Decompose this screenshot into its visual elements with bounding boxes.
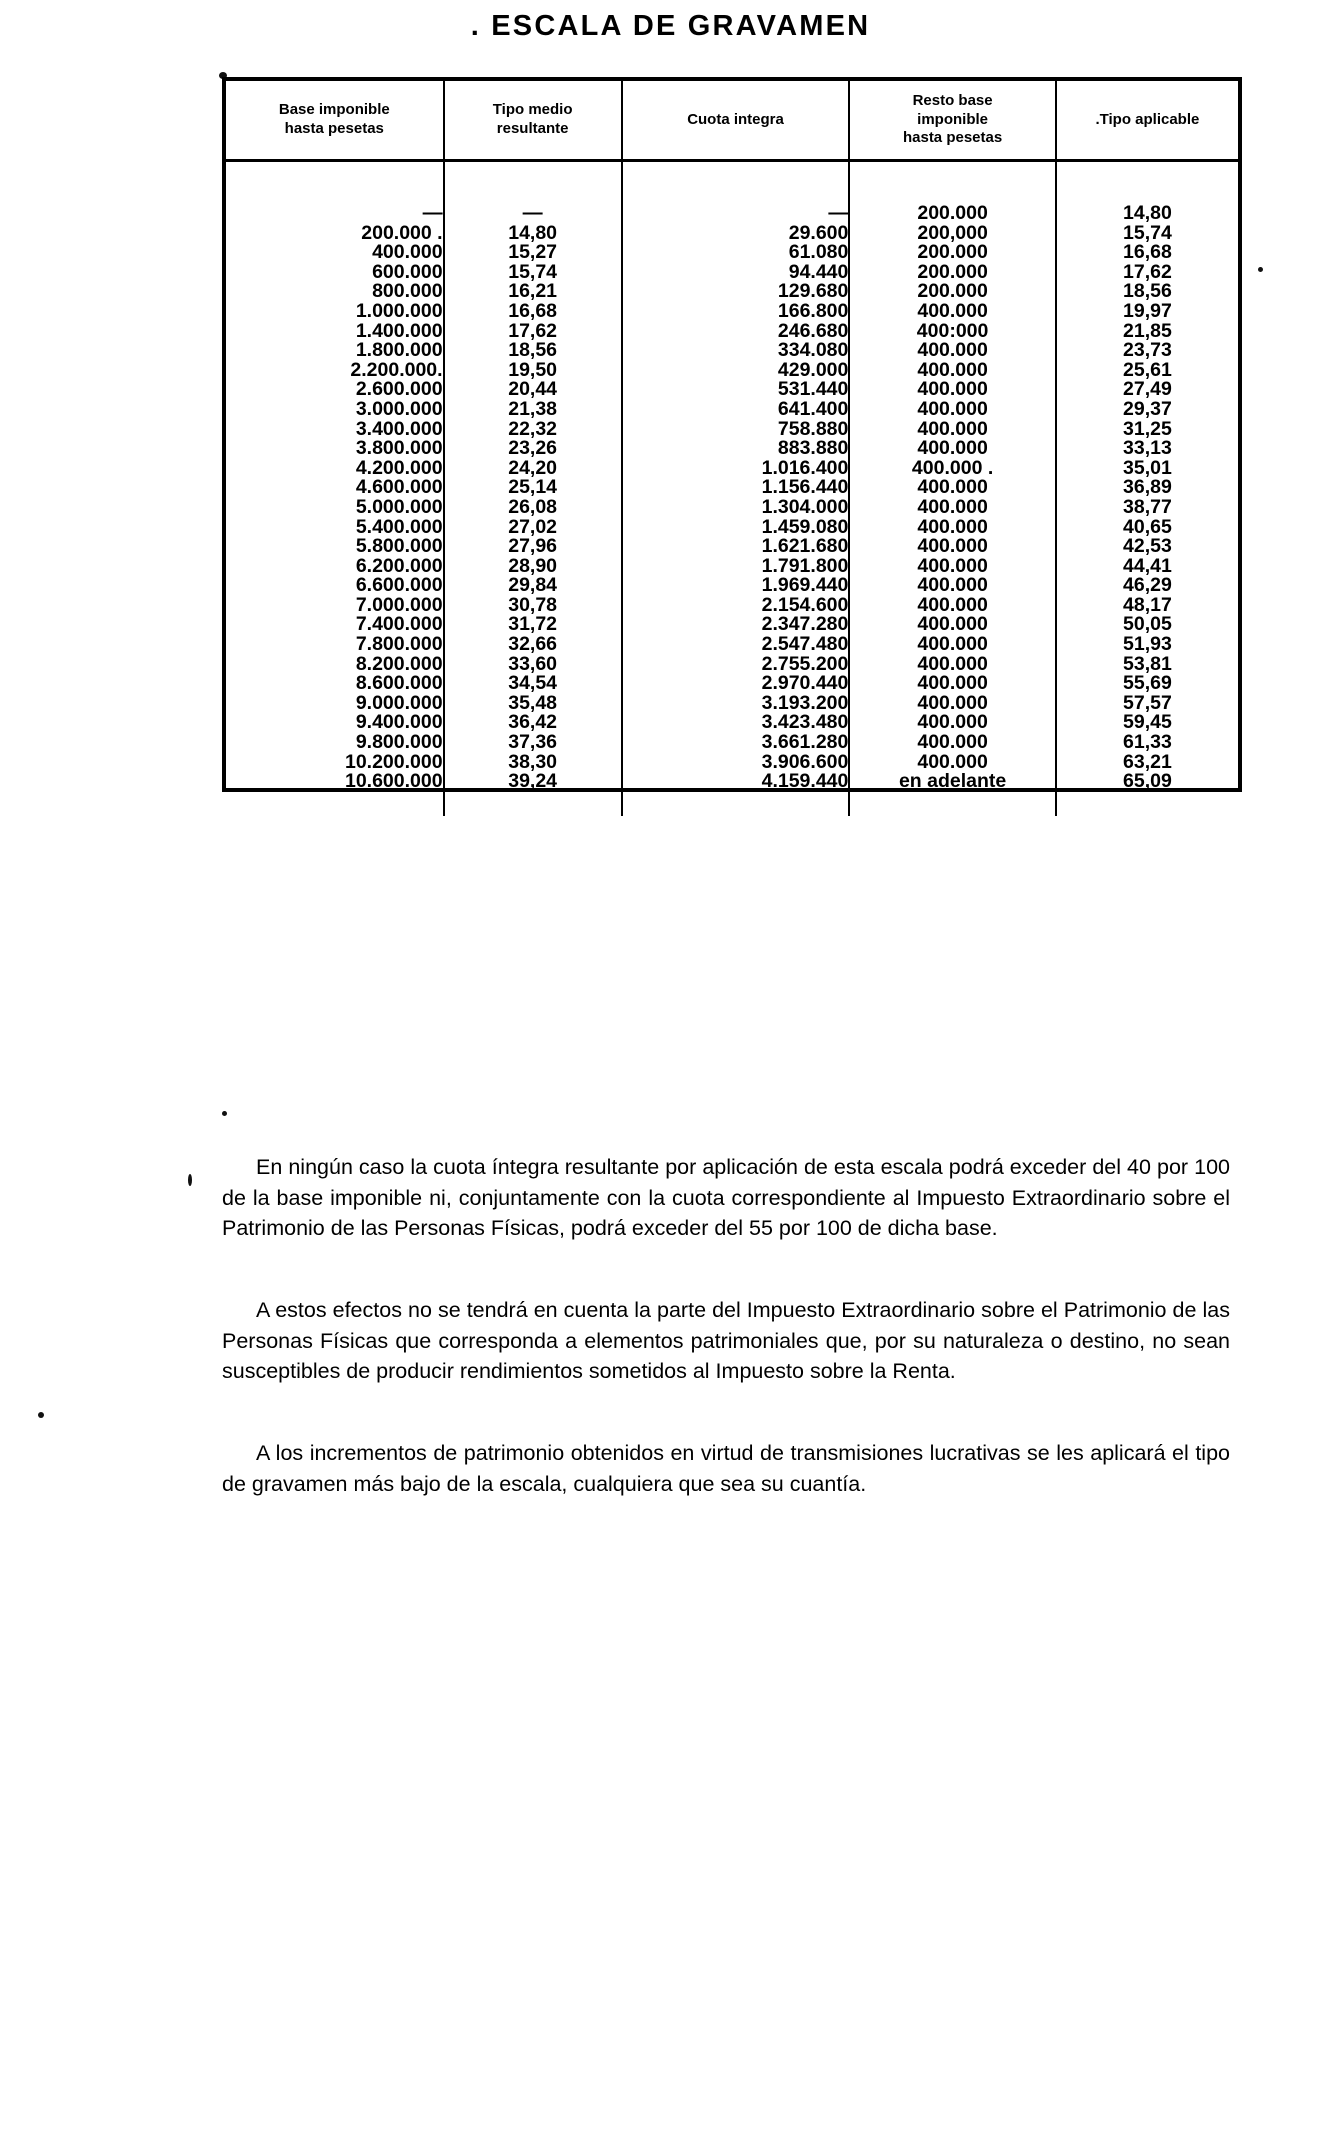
cell-tipo_medio: 25,14 <box>444 478 622 498</box>
cell-cuota: 1.791.800 <box>622 557 850 577</box>
cell-resto: 400:000 <box>849 322 1055 342</box>
cell-tipo_aplicable: 15,74 <box>1056 224 1238 244</box>
cell-base: 1.800.000 <box>226 341 444 361</box>
cell-tipo_aplicable: 61,33 <box>1056 733 1238 753</box>
cell-cuota: 1.969.440 <box>622 576 850 596</box>
table-row <box>226 243 1238 263</box>
column-header-tipo-aplicable: .Tipo aplicable <box>1056 81 1238 161</box>
cell-cuota: 4.159.440 <box>622 772 850 792</box>
cell-cuota: 429.000 <box>622 361 850 381</box>
cell-resto: 200.000 <box>849 243 1055 263</box>
cell-tipo_medio: 23,26 <box>444 439 622 459</box>
cell-resto: 400.000 <box>849 341 1055 361</box>
cell-tipo_aplicable: 27,49 <box>1056 380 1238 400</box>
cell-base: 10.200.000 <box>226 753 444 773</box>
page-title: . ESCALA DE GRAVAMEN <box>470 10 871 42</box>
cell-tipo_medio: 33,60 <box>444 655 622 675</box>
cell-cuota: 2.154.600 <box>622 596 850 616</box>
cell-cuota: 1.621.680 <box>622 537 850 557</box>
cell-resto: 200,000 <box>849 224 1055 244</box>
cell-resto: 400.000 <box>849 557 1055 577</box>
table-body <box>226 161 1238 816</box>
cell-tipo_medio: — <box>444 204 622 224</box>
scan-speck <box>222 1111 227 1116</box>
cell-tipo_aplicable: 18,56 <box>1056 282 1238 302</box>
cell-tipo_aplicable: 35,01 <box>1056 459 1238 479</box>
cell-base: 5.400.000 <box>226 518 444 538</box>
cell-tipo_medio: 26,08 <box>444 498 622 518</box>
cell-base: 400.000 <box>226 243 444 263</box>
cell-resto: 200.000 <box>849 263 1055 283</box>
cell-resto: 400.000 <box>849 498 1055 518</box>
cell-base: 9.000.000 <box>226 694 444 714</box>
cell-tipo_medio: 27,96 <box>444 537 622 557</box>
cell-tipo_medio: 20,44 <box>444 380 622 400</box>
cell-resto: 200.000 <box>849 282 1055 302</box>
cell-cuota: 1.016.400 <box>622 459 850 479</box>
cell-tipo_aplicable: 46,29 <box>1056 576 1238 596</box>
cell-tipo_aplicable: 65,09 <box>1056 772 1238 792</box>
paragraph-2-text: A estos efectos no se tendrá en cuenta la parte del Impuesto Extraordinario sobre el Patrimonio de las Personas Físicas que corresponda a elementos patrimoniales que, por su naturaleza o destino, no sean susceptibles de producir rendimientos sometidos al Impuesto sobre la Renta. <box>222 1298 1230 1383</box>
cell-resto: 400.000 <box>849 439 1055 459</box>
cell-tipo_medio: 16,21 <box>444 282 622 302</box>
cell-tipo_medio: 39,24 <box>444 772 622 792</box>
table-row <box>226 733 1238 753</box>
cell-resto: 400.000 <box>849 420 1055 440</box>
cell-tipo_aplicable: 33,13 <box>1056 439 1238 459</box>
cell-base: 5.000.000 <box>226 498 444 518</box>
cell-tipo_medio: 15,74 <box>444 263 622 283</box>
cell-tipo_medio: 24,20 <box>444 459 622 479</box>
paragraph-patrimonio-rule <box>222 1295 1230 1387</box>
cell-resto: 400.000 <box>849 674 1055 694</box>
cell-tipo_aplicable: 16,68 <box>1056 243 1238 263</box>
cell-tipo_medio: 18,56 <box>444 341 622 361</box>
cell-tipo_aplicable: 14,80 <box>1056 204 1238 224</box>
cell-tipo_aplicable: 59,45 <box>1056 713 1238 733</box>
cell-tipo_aplicable: 17,62 <box>1056 263 1238 283</box>
cell-tipo_aplicable: 23,73 <box>1056 341 1238 361</box>
cell-cuota: 1.304.000 <box>622 498 850 518</box>
cell-cuota: 1.156.440 <box>622 478 850 498</box>
cell-resto: 400.000 <box>849 302 1055 322</box>
cell-base: 1.000.000 <box>226 302 444 322</box>
cell-cuota: 246.680 <box>622 322 850 342</box>
cell-tipo_medio: 16,68 <box>444 302 622 322</box>
scan-speck <box>188 1174 192 1186</box>
cell-tipo_aplicable: 38,77 <box>1056 498 1238 518</box>
cell-tipo_medio: 22,32 <box>444 420 622 440</box>
table-header-row <box>226 81 1238 161</box>
table-row <box>226 635 1238 655</box>
cell-base: 600.000 <box>226 263 444 283</box>
cell-tipo_medio: 32,66 <box>444 635 622 655</box>
cell-tipo_medio: 30,78 <box>444 596 622 616</box>
table-row <box>226 204 1238 224</box>
table-row <box>226 302 1238 322</box>
cell-tipo_medio: 36,42 <box>444 713 622 733</box>
cell-cuota: 2.970.440 <box>622 674 850 694</box>
cell-tipo_aplicable: 40,65 <box>1056 518 1238 538</box>
table-row <box>226 498 1238 518</box>
cell-base: 7.800.000 <box>226 635 444 655</box>
scale-table <box>226 81 1238 816</box>
cell-resto: 400.000 <box>849 380 1055 400</box>
cell-tipo_medio: 15,27 <box>444 243 622 263</box>
table-spacer-row <box>226 161 1238 205</box>
table-row <box>226 576 1238 596</box>
cell-base: 7.000.000 <box>226 596 444 616</box>
cell-tipo_aplicable: 63,21 <box>1056 753 1238 773</box>
cell-cuota: 29.600 <box>622 224 850 244</box>
cell-tipo_medio: 29,84 <box>444 576 622 596</box>
cell-resto: 400.000 <box>849 478 1055 498</box>
column-header-cuota-integra: Cuota integra <box>622 81 850 161</box>
cell-cuota: 2.547.480 <box>622 635 850 655</box>
paragraph-limit-rule <box>222 1152 1230 1244</box>
cell-tipo_medio: 38,30 <box>444 753 622 773</box>
cell-tipo_aplicable: 42,53 <box>1056 537 1238 557</box>
cell-tipo_aplicable: 31,25 <box>1056 420 1238 440</box>
cell-base: 4.600.000 <box>226 478 444 498</box>
cell-tipo_aplicable: 25,61 <box>1056 361 1238 381</box>
cell-resto: 400.000 <box>849 753 1055 773</box>
table-row <box>226 439 1238 459</box>
cell-tipo_aplicable: 21,85 <box>1056 322 1238 342</box>
cell-tipo_aplicable: 55,69 <box>1056 674 1238 694</box>
cell-tipo_medio: 34,54 <box>444 674 622 694</box>
cell-base: 9.800.000 <box>226 733 444 753</box>
cell-cuota: 2.755.200 <box>622 655 850 675</box>
cell-base: 1.400.000 <box>226 322 444 342</box>
scan-speck <box>1258 267 1263 272</box>
cell-cuota: 2.347.280 <box>622 615 850 635</box>
cell-base: 6.200.000 <box>226 557 444 577</box>
table-row <box>226 478 1238 498</box>
cell-resto: 400.000 <box>849 361 1055 381</box>
cell-tipo_aplicable: 29,37 <box>1056 400 1238 420</box>
cell-base: 8.200.000 <box>226 655 444 675</box>
table-row <box>226 537 1238 557</box>
cell-cuota: 3.423.480 <box>622 713 850 733</box>
cell-cuota: 1.459.080 <box>622 518 850 538</box>
cell-base: 5.800.000 <box>226 537 444 557</box>
cell-base: 6.600.000 <box>226 576 444 596</box>
cell-base: 2.200.000. <box>226 361 444 381</box>
cell-cuota: 883.880 <box>622 439 850 459</box>
cell-tipo_aplicable: 57,57 <box>1056 694 1238 714</box>
cell-resto: 400.000 <box>849 635 1055 655</box>
cell-cuota: 61.080 <box>622 243 850 263</box>
column-header-tipo-medio: Tipo medio resultante <box>444 81 622 161</box>
table-row <box>226 772 1238 792</box>
cell-tipo_medio: 37,36 <box>444 733 622 753</box>
cell-tipo_medio: 35,48 <box>444 694 622 714</box>
cell-cuota: 3.661.280 <box>622 733 850 753</box>
table-header <box>226 81 1238 161</box>
scale-table-frame <box>222 77 1242 792</box>
table-row <box>226 674 1238 694</box>
cell-tipo_aplicable: 53,81 <box>1056 655 1238 675</box>
cell-base: — <box>226 204 444 224</box>
table-tail-row <box>226 792 1238 816</box>
paragraph-3-text: A los incrementos de patrimonio obtenidos en virtud de transmisiones lucrativas se les aplicará el tipo de gravamen más bajo de la escala, cualquiera que sea su cuantía. <box>222 1441 1230 1496</box>
scan-speck <box>38 1412 44 1418</box>
cell-resto: 400.000 <box>849 615 1055 635</box>
cell-resto: en adelante <box>849 772 1055 792</box>
cell-resto: 400.000 <box>849 694 1055 714</box>
table-row <box>226 341 1238 361</box>
cell-cuota: 758.880 <box>622 420 850 440</box>
cell-tipo_medio: 27,02 <box>444 518 622 538</box>
cell-resto: 400.000 <box>849 537 1055 557</box>
cell-base: 3.800.000 <box>226 439 444 459</box>
cell-resto: 400.000 <box>849 733 1055 753</box>
cell-cuota: 3.906.600 <box>622 753 850 773</box>
cell-cuota: 641.400 <box>622 400 850 420</box>
cell-cuota: — <box>622 204 850 224</box>
table-row <box>226 400 1238 420</box>
cell-resto: 400.000 <box>849 576 1055 596</box>
cell-resto: 400.000 <box>849 518 1055 538</box>
cell-tipo_aplicable: 51,93 <box>1056 635 1238 655</box>
cell-resto: 200.000 <box>849 204 1055 224</box>
paragraph-lucrativas-rule <box>222 1438 1230 1499</box>
cell-base: 200.000 . <box>226 224 444 244</box>
cell-tipo_medio: 28,90 <box>444 557 622 577</box>
cell-tipo_medio: 21,38 <box>444 400 622 420</box>
cell-tipo_aplicable: 36,89 <box>1056 478 1238 498</box>
cell-base: 3.000.000 <box>226 400 444 420</box>
cell-base: 7.400.000 <box>226 615 444 635</box>
cell-tipo_medio: 14,80 <box>444 224 622 244</box>
cell-cuota: 531.440 <box>622 380 850 400</box>
cell-tipo_aplicable: 50,05 <box>1056 615 1238 635</box>
cell-resto: 400.000 <box>849 400 1055 420</box>
cell-resto: 400.000 <box>849 655 1055 675</box>
cell-tipo_medio: 19,50 <box>444 361 622 381</box>
cell-cuota: 94.440 <box>622 263 850 283</box>
cell-cuota: 129.680 <box>622 282 850 302</box>
table-row <box>226 380 1238 400</box>
cell-base: 10.600.000 <box>226 772 444 792</box>
cell-cuota: 3.193.200 <box>622 694 850 714</box>
cell-resto: 400.000 <box>849 713 1055 733</box>
cell-base: 8.600.000 <box>226 674 444 694</box>
cell-tipo_aplicable: 19,97 <box>1056 302 1238 322</box>
cell-resto: 400.000 <box>849 596 1055 616</box>
cell-tipo_aplicable: 44,41 <box>1056 557 1238 577</box>
column-header-base-imponible: Base imponible hasta pesetas <box>226 81 444 161</box>
cell-tipo_aplicable: 48,17 <box>1056 596 1238 616</box>
cell-base: 9.400.000 <box>226 713 444 733</box>
cell-cuota: 166.800 <box>622 302 850 322</box>
cell-base: 4.200.000 <box>226 459 444 479</box>
column-header-resto-base: Resto base imponible hasta pesetas <box>849 81 1055 161</box>
cell-resto: 400.000 . <box>849 459 1055 479</box>
cell-tipo_medio: 17,62 <box>444 322 622 342</box>
cell-base: 3.400.000 <box>226 420 444 440</box>
cell-tipo_medio: 31,72 <box>444 615 622 635</box>
cell-cuota: 334.080 <box>622 341 850 361</box>
cell-base: 2.600.000 <box>226 380 444 400</box>
cell-base: 800.000 <box>226 282 444 302</box>
paragraph-1-text: En ningún caso la cuota íntegra resultante por aplicación de esta escala podrá exceder del 40 por 100 de la base imponible ni, conjuntamente con la cuota correspondiente al Impuesto Extraordinario sobre el Patrimonio de las Personas Físicas, podrá exceder del 55 por 100 de dicha base. <box>222 1155 1230 1240</box>
